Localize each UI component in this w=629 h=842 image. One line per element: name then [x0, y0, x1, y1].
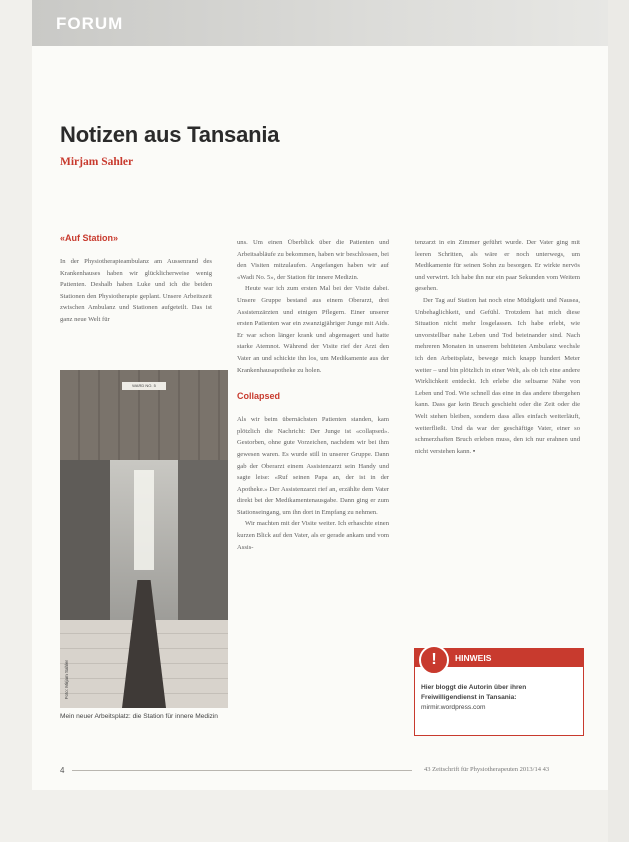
article-author: Mirjam Sahler [60, 156, 134, 168]
ward-sign: WARD NO. 5 [122, 382, 166, 390]
article-title: Notizen aus Tansania [60, 122, 280, 147]
subhead-auf-station: «Auf Station» [60, 233, 119, 243]
ward-photo [60, 370, 228, 708]
page-number: 4 [60, 766, 65, 775]
paragraph: uns. Um einen Überblick über die Patienten und Arbeitsabläufe zu bekommen, haben wir beschlossen, bei den Visiten mitzulaufen. Angefangen haben wir auf «Wadi No. 5», der Station für innere Medizin. [237, 239, 389, 281]
paragraph: Der Tag auf Station hat noch eine Müdigkeit und Nausea, Unbehaglichkeit, und Gefühl. Trotzdem hat mich diese Situation nicht mehr losgelassen. Ich habe erlebt, wie unvorstellbar nahe Leben und Tod beieinander sind. Nach mehreren Monaten in unserem behüteten Ambulanz wechsle ich den Arbeitsplatz, bewege mich knapp hundert Meter weiter – und bin plötzlich in einer Welt, als ob ich eine andere Wirklichkeit entdeckt. Ich erlebe die seltsame Nähe von Leben und Tod. Wie schnell das eine in das andere übergehen kann. Dass gar kein Bruch geschieht oder die Zeit oder die Welt stehen bleiben, sondern dass alles einfach weiterläuft, weiterfließt. Und da war der geschäftige Vater, einer so schmerzhaften Bruch erleben muss, den ich nur erahnen und nicht verstehen kann. ▪ [415, 296, 580, 455]
text-column-2 [237, 237, 389, 553]
paragraph: Als wir beim übernächsten Patienten standen, kam plötzlich die Nachricht: Der Junge ist «collapsed». Gestorben, ohne gute Vorzeichen, nachdem wir bei ihm gewesen waren. Es wurde still in unserer Gruppe. Dann gab der Oberarzt einem Assistenzarzt sein Handy und sagte leise: «Ruf seinen Papa an, der ist in der Apotheke.» Der Assistenzarzt rief an, erzählte dem Vater direkt bei der Medikamentenausgabe. Dann ging er zum Stationseingang, um ihn dort in Empfang zu nehmen. [237, 416, 389, 516]
section-header-band [32, 0, 608, 46]
paragraph: In der Physiotherapieambulanz am Aussenrand des Krankenhauses haben wir glücklicherweise wenig Patienten. Deshalb haben Luke und ich die beiden Stationen den Physiotherapie geplant. Unsere Arbeitszeit zwischen Ambulanz und Stationen aufgeteilt. Das ist ganz neue Welt für [60, 258, 212, 323]
text-column-1 [60, 232, 212, 326]
footer-rule [72, 770, 412, 771]
section-label: FORUM [56, 14, 124, 33]
scan-edge [608, 0, 629, 842]
hinweis-box [414, 648, 584, 736]
blog-link[interactable]: mirmir.wordpress.com [421, 704, 486, 711]
hinweis-text [421, 683, 577, 713]
subhead-collapsed: Collapsed [237, 391, 281, 402]
photo-light [134, 470, 154, 570]
journal-footer: 43 Zeitschrift für Physiotherapeuten 2013/14 43 [424, 766, 550, 773]
paragraph: tenzarzt in ein Zimmer geführt wurde. Der Vater ging mit leeren Schritten, als wäre er noch unterwegs, um Medikamente für seinen Sohn zu besorgen. Er wirkte nervös und verwirrt. Ich habe ihn nur ein paar Sekunden vom Weitem gesehen. [415, 239, 580, 293]
hinweis-label: HINWEIS [455, 653, 492, 663]
text-column-3 [415, 237, 580, 457]
photo-credit: Foto: Mirjam Sahler [64, 660, 69, 700]
exclamation-icon: ! [419, 645, 449, 675]
paragraph: Wir machten mit der Visite weiter. Ich erhaschte einen kurzen Blick auf den Vater, als er gerade ankam und vom Assis- [237, 520, 389, 551]
magazine-page [32, 0, 608, 790]
paragraph: Heute war ich zum ersten Mal bei der Visite dabei. Unsere Gruppe bestand aus einem Oberarzt, drei Assistenzärzten und einigen Pflegern. Einer unserer ersten Patienten war ein zwanzigjähriger Junge mit Aids. Er war schon länger krank und abgemagert und hatte starke Atemnot. Während der Visite rief der Arzt den Vater an und schickte ihn los, um Medikamente aus der Krankenhausapotheke zu holen. [237, 285, 389, 374]
hinweis-line-2: Freiwilligendienst in Tansania: [421, 694, 517, 701]
photo-caption: Mein neuer Arbeitsplatz: die Station für innere Medizin [60, 713, 218, 720]
hinweis-line-1: Hier bloggt die Autorin über ihren [421, 684, 527, 691]
